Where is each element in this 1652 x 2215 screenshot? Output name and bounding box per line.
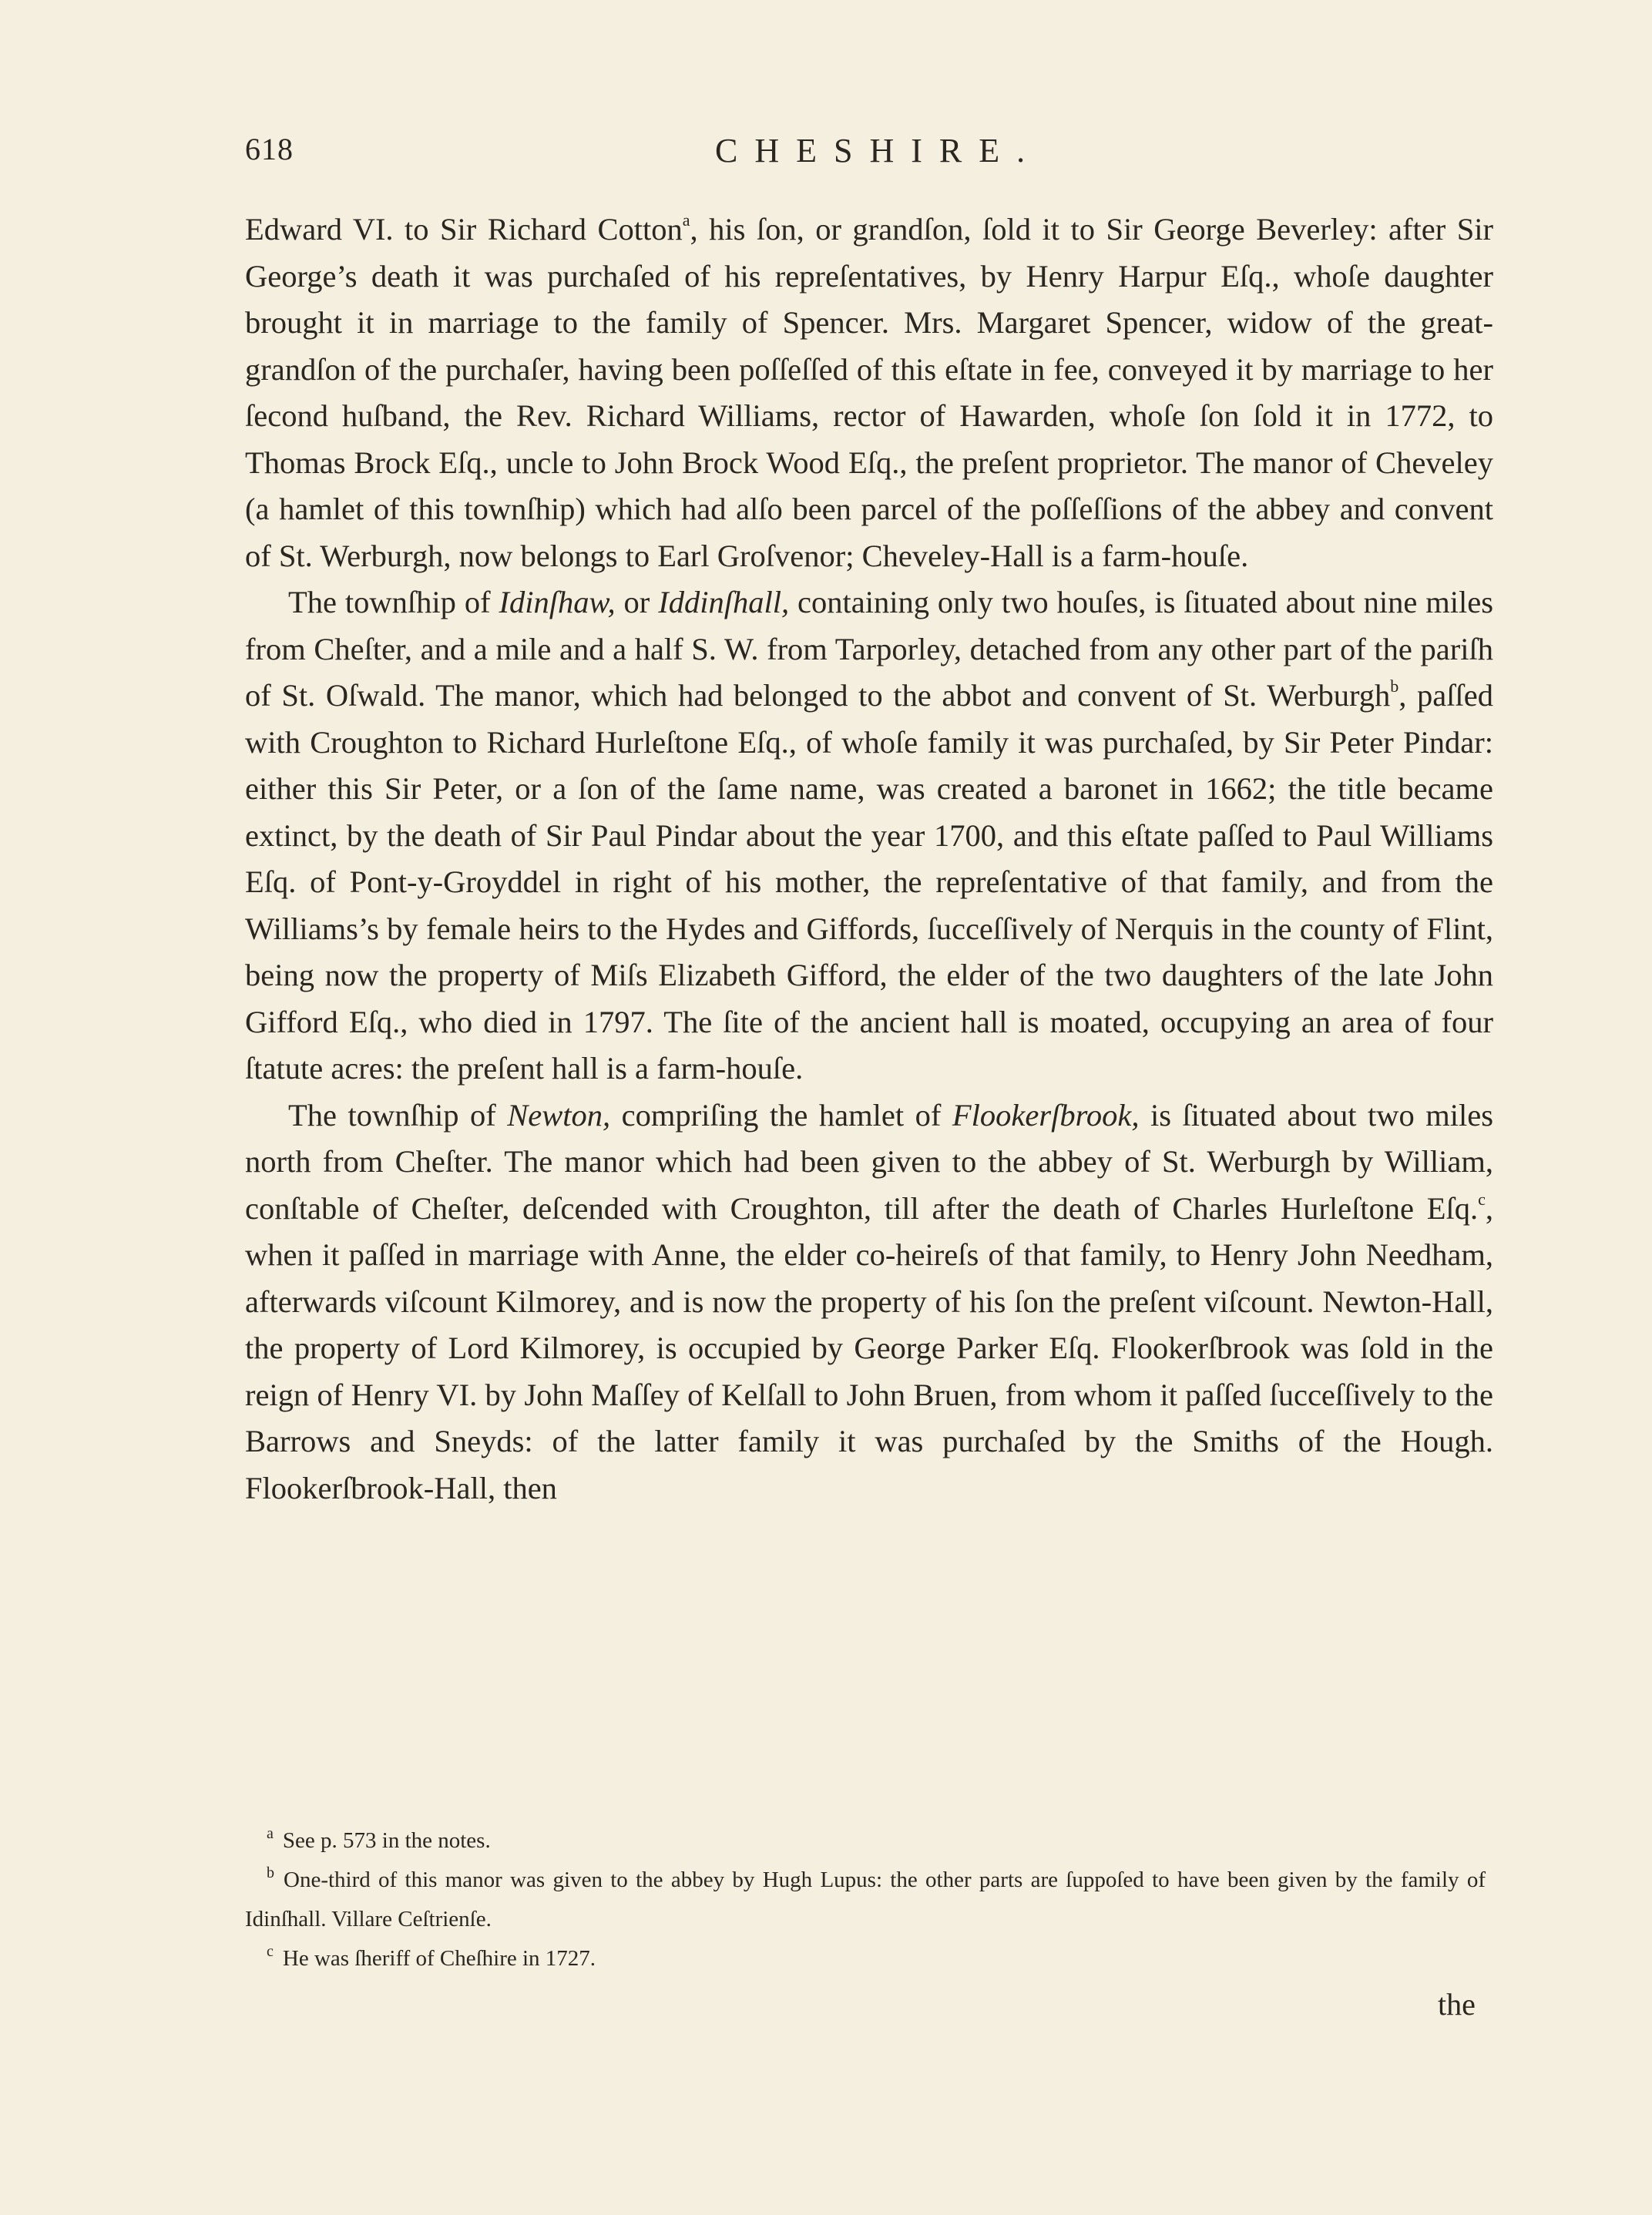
paragraph-2-text-end: , paſſed with Croughton to Richard Hurleſtone Eſq., of whoſe family it was purchaſed, by Sir Peter Pindar: either this Sir Peter, or a ſon of the ſame name, was created a baronet in 1662; the title became extinct, by the death of Sir Paul Pindar about the year 1700, and this eſtate paſſed to Paul Williams Eſq. of Pont-y-Groyddel in right of his mother, the repreſentative of that family, and from the Williams’s by female heirs to the Hydes and Giffords, ſucceſſively of Nerquis in the county of Flint, being now the property of Miſs Elizabeth Gifford, the elder of the two daughters of the late John Gifford Eſq., who died in 1797. The ſite of the ancient hall is moated, occupying an area of four ſtatute acres: the preſent hall is a farm-houſe. — [245, 678, 1493, 1086]
paragraph-1-text: Edward VI. to Sir Richard Cotton — [245, 212, 683, 247]
place-name-flookersbrook: Flookerſbrook, — [952, 1097, 1140, 1133]
footnote-mark: b — [267, 1864, 274, 1881]
page-header — [245, 131, 1470, 185]
footnote-mark: c — [267, 1943, 274, 1960]
paragraph-1 — [245, 206, 1493, 579]
place-name-idinshaw: Idinſhaw, — [499, 585, 616, 619]
paragraph-3 — [245, 1092, 1493, 1512]
paragraph-2-text-cont: containing only two houſes, is ſituated about nine miles from Cheſter, and a mile and a half S. W. from Tarporley, detached from any other part of the pariſh of St. Oſwald. The manor, which had belonged to the abbot and convent of St. Werburgh — [245, 585, 1493, 713]
footnote-mark: a — [267, 1825, 274, 1842]
paragraph-3-text-end: , when it paſſed in marriage with Anne, the elder co-heireſs of that family, to Henry John Needham, afterwards viſcount Kilmorey, and is now the property of his ſon the preſent viſcount. Newton-Hall, the property of Lord Kilmorey, is occupied by George Parker Eſq. Flookerſbrook was ſold in the reign of Henry VI. by John Maſſey of Kelſall to John Bruen, from whom it paſſed ſucceſſively to the Barrows and Sneyds: of the latter family it was purchaſed by the Smiths of the Hough. Flookerſbrook-Hall, then — [245, 1190, 1493, 1505]
footnote-c — [245, 1939, 1486, 1978]
paragraph-2 — [245, 579, 1493, 1092]
catchword: the — [1438, 1987, 1476, 2022]
footnote-ref-b: b — [1390, 676, 1399, 696]
place-name-iddinshall: Iddinſhall, — [658, 585, 790, 619]
paragraph-3-text: The townſhip of — [288, 1097, 508, 1133]
footnote-text: He was ſheriff of Cheſhire in 1727. — [282, 1946, 596, 1971]
paragraph-2-text-or: or — [615, 585, 659, 619]
paragraph-2-text: The townſhip of — [288, 585, 499, 619]
footnote-b — [245, 1861, 1486, 1939]
footnote-a — [245, 1821, 1486, 1861]
paragraph-1-text-cont: , his ſon, or grandſon, ſold it to Sir George Beverley: after Sir George’s death it was purchaſed of his repreſentatives, by Henry Harpur Eſq., whoſe daughter brought it in marriage to the family of Spencer. Mrs. Margaret Spencer, widow of the great-grandſon of the purchaſer, having been poſſeſſed of this eſtate in fee, conveyed it by marriage to her ſecond huſband, the Rev. Richard Williams, rector of Hawarden, whoſe ſon ſold it in 1772, to Thomas Brock Eſq., uncle to John Brock Wood Eſq., the preſent proprietor. The manor of Cheveley (a hamlet of this townſhip) which had alſo been parcel of the poſſeſſions of the abbey and convent of St. Werburgh, now belongs to Earl Groſvenor; Cheveley-Hall is a farm-houſe. — [245, 212, 1493, 573]
footnote-ref-a: a — [682, 210, 690, 230]
footnotes — [245, 1821, 1486, 1978]
footnote-text: See p. 573 in the notes. — [282, 1828, 491, 1853]
body-text — [245, 206, 1493, 1512]
place-name-newton: Newton, — [507, 1097, 611, 1133]
footnote-ref-c: c — [1478, 1189, 1486, 1209]
page-number: 618 — [245, 132, 294, 166]
running-head: CHESHIRE. — [715, 132, 1043, 169]
footnote-text: One-third of this manor was given to the abbey by Hugh Lupus: the other parts are ſuppoſed to have been given by the family of Idinſhall. Villare Ceſtrienſe. — [245, 1868, 1486, 1931]
paragraph-3-text-hamlet: compriſing the hamlet of — [610, 1097, 952, 1133]
paragraph-3-text-cont: is ſituated about two miles north from Cheſter. The manor which had been given to the abbey of St. Werburgh by William, conſtable of Cheſter, deſcended with Croughton, till after the death of Charles Hurleſtone Eſq. — [245, 1097, 1493, 1226]
